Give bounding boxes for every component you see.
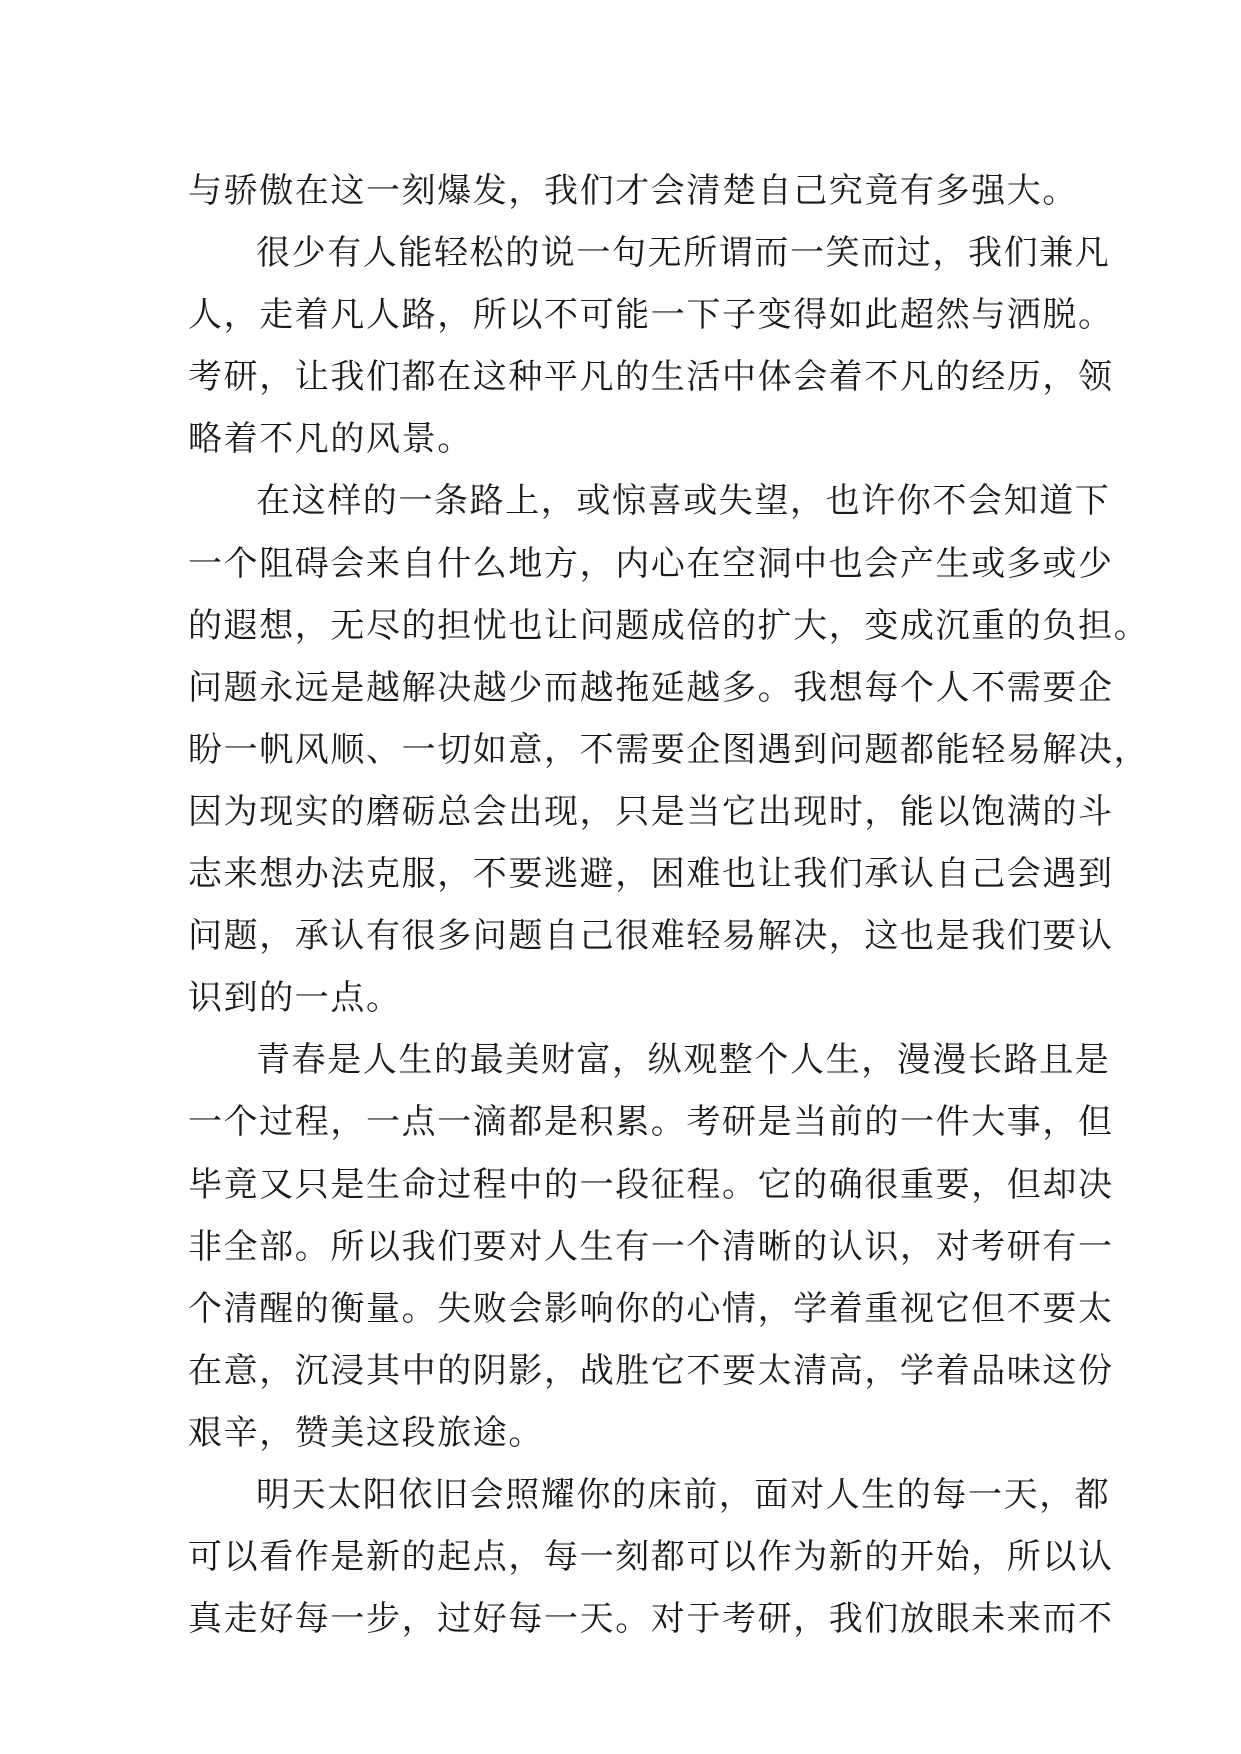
text-line: 的遐想，无尽的担忧也让问题成倍的扩大，变成沉重的负担。 bbox=[188, 605, 1150, 646]
paragraph bbox=[188, 470, 1150, 1029]
text-line: 明天太阳依旧会照耀你的床前，面对人生的每一天，都 bbox=[256, 1474, 1111, 1515]
text-line: 识到的一点。 bbox=[188, 978, 402, 1019]
paragraph bbox=[188, 222, 1114, 470]
text-line: 艰辛，赞美这段旅途。 bbox=[188, 1412, 544, 1453]
text-line: 因为现实的磨砺总会出现，只是当它出现时，能以饱满的斗 bbox=[188, 791, 1114, 832]
text-line: 毕竟又只是生命过程中的一段征程。它的确很重要，但却决 bbox=[188, 1164, 1114, 1205]
paragraph bbox=[188, 1029, 1114, 1464]
text-line: 与骄傲在这一刻爆发，我们才会清楚自己究竟有多强大。 bbox=[188, 171, 1078, 211]
text-line: 问题永远是越解决越少而越拖延越多。我想每个人不需要企 bbox=[188, 667, 1114, 708]
text-line: 青春是人生的最美财富，纵观整个人生，漫漫长路且是 bbox=[256, 1040, 1111, 1081]
text-line: 很少有人能轻松的说一句无所谓而一笑而过，我们兼凡 bbox=[256, 233, 1111, 274]
text-line: 略着不凡的风景。 bbox=[188, 419, 473, 460]
text-line: 可以看作是新的起点，每一刻都可以作为新的开始，所以认 bbox=[188, 1537, 1114, 1578]
text-line: 一个过程，一点一滴都是积累。考研是当前的一件大事，但 bbox=[188, 1102, 1114, 1143]
text-line: 在意，沉浸其中的阴影，战胜它不要太清高，学着品味这份 bbox=[188, 1350, 1114, 1391]
text-line: 一个阻碍会来自什么地方，内心在空洞中也会产生或多或少 bbox=[188, 543, 1114, 584]
text-line: 人，走着凡人路，所以不可能一下子变得如此超然与洒脱。 bbox=[188, 295, 1114, 336]
text-line: 志来想办法克服，不要逃避，困难也让我们承认自己会遇到 bbox=[188, 854, 1114, 895]
document-body bbox=[188, 160, 1150, 1650]
text-line: 在这样的一条路上，或惊喜或失望，也许你不会知道下 bbox=[256, 481, 1111, 522]
paragraph bbox=[188, 160, 1078, 222]
text-line: 问题，承认有很多问题自己很难轻易解决，这也是我们要认 bbox=[188, 916, 1114, 957]
text-line: 真走好每一步，过好每一天。对于考研，我们放眼未来而不 bbox=[188, 1599, 1114, 1640]
paragraph bbox=[188, 1464, 1114, 1650]
text-line: 个清醒的衡量。失败会影响你的心情，学着重视它但不要太 bbox=[188, 1288, 1114, 1329]
text-line: 盼一帆风顺、一切如意，不需要企图遇到问题都能轻易解决， bbox=[188, 729, 1150, 770]
text-line: 考研，让我们都在这种平凡的生活中体会着不凡的经历，领 bbox=[188, 357, 1114, 398]
text-line: 非全部。所以我们要对人生有一个清晰的认识，对考研有一 bbox=[188, 1226, 1114, 1267]
